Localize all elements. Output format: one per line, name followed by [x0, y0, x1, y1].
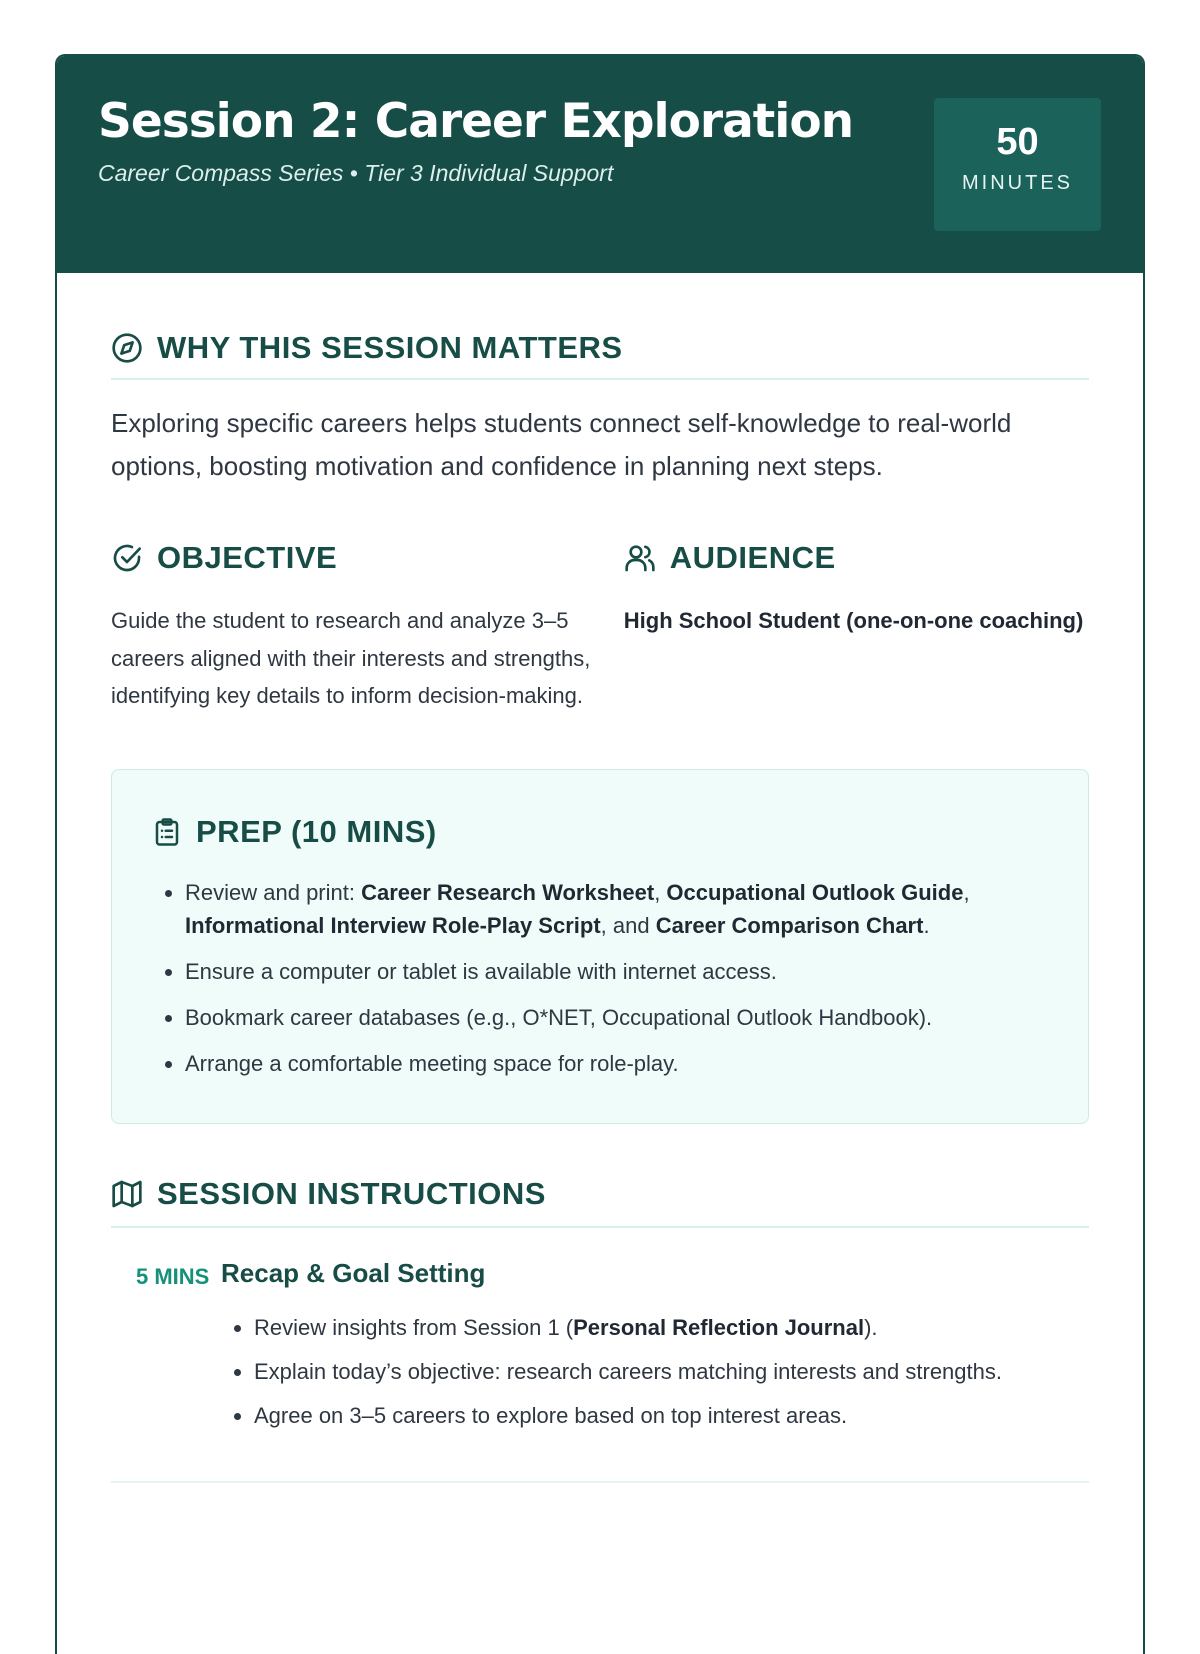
objective-heading-text: OBJECTIVE	[157, 540, 338, 575]
prep-item: • Arrange a comfortable meeting space for role-play.	[185, 1047, 1048, 1080]
objective-heading	[111, 540, 624, 576]
instructions-heading	[111, 1176, 1089, 1228]
audience-heading-text: AUDIENCE	[669, 540, 836, 575]
prep-item: • Bookmark career databases (e.g., O*NET, Occupational Outlook Handbook).	[185, 1001, 1048, 1034]
separator: , and	[600, 912, 656, 938]
audience-text: High School Student (one-on-one coaching)	[623, 608, 1084, 633]
page-title: Session 2: Career Exploration	[98, 94, 854, 149]
step-item: • Agree on 3–5 careers to explore based on top interest areas.	[254, 1397, 1089, 1435]
clipboard-icon	[152, 817, 182, 847]
resource-name: Personal Reflection Journal	[573, 1314, 865, 1340]
step-body	[221, 1258, 1089, 1441]
series-subtitle: Career Compass Series • Tier 3 Individual Support	[98, 160, 614, 186]
resource-name: Career Comparison Chart	[655, 912, 924, 938]
resource-name: Career Research Worksheet	[361, 879, 655, 905]
session-header	[57, 56, 1143, 273]
prep-box	[111, 769, 1089, 1124]
step-item-text: Review insights from Session 1 (	[254, 1314, 574, 1340]
audience-column	[624, 540, 1089, 715]
separator: ,	[963, 879, 970, 905]
instructions-heading-text: SESSION INSTRUCTIONS	[157, 1175, 546, 1211]
divider	[111, 1481, 1089, 1483]
prep-heading-text: PREP (10 MINS)	[196, 813, 437, 849]
prep-item: • Ensure a computer or tablet is available with internet access.	[185, 955, 1048, 988]
compass-icon	[111, 332, 143, 364]
separator: ,	[654, 879, 667, 905]
instruction-step	[111, 1258, 1089, 1441]
audience-heading	[624, 540, 1089, 576]
prep-list	[152, 876, 1048, 1080]
objective-text: Guide the student to research and analyze 3–5 careers aligned with their interests and strengths, identifying key details to inform decision-making.	[111, 608, 591, 708]
objective-column	[111, 540, 624, 715]
session-card	[55, 54, 1145, 1654]
why-text: Exploring specific careers helps students connect self-knowledge to real-world options, boosting motivation and confidence in planning next steps.	[111, 408, 1012, 481]
separator: .	[923, 912, 930, 938]
session-content	[57, 330, 1143, 1483]
map-icon	[111, 1178, 143, 1210]
why-section-heading	[111, 330, 1089, 380]
step-title: Recap & Goal Setting	[221, 1257, 486, 1288]
resource-name: Informational Interview Role-Play Script	[185, 912, 601, 938]
prep-item	[185, 876, 1048, 942]
step-list	[221, 1309, 1089, 1435]
step-item	[254, 1309, 1089, 1347]
prep-heading	[152, 814, 1048, 850]
duration-unit: MINUTES	[962, 172, 1073, 194]
resource-name: Occupational Outlook Guide	[666, 879, 964, 905]
check-circle-icon	[111, 542, 143, 574]
users-icon	[624, 542, 656, 574]
objective-audience-row	[111, 540, 1089, 715]
step-item: • Explain today’s objective: research careers matching interests and strengths.	[254, 1353, 1089, 1391]
step-item-text: ).	[864, 1314, 878, 1340]
why-heading-text: WHY THIS SESSION MATTERS	[157, 330, 623, 365]
step-duration: 5 MINS	[136, 1263, 210, 1289]
duration-value: 50	[996, 121, 1039, 163]
prep-item-text: Review and print:	[185, 879, 362, 905]
duration-badge	[934, 98, 1101, 231]
